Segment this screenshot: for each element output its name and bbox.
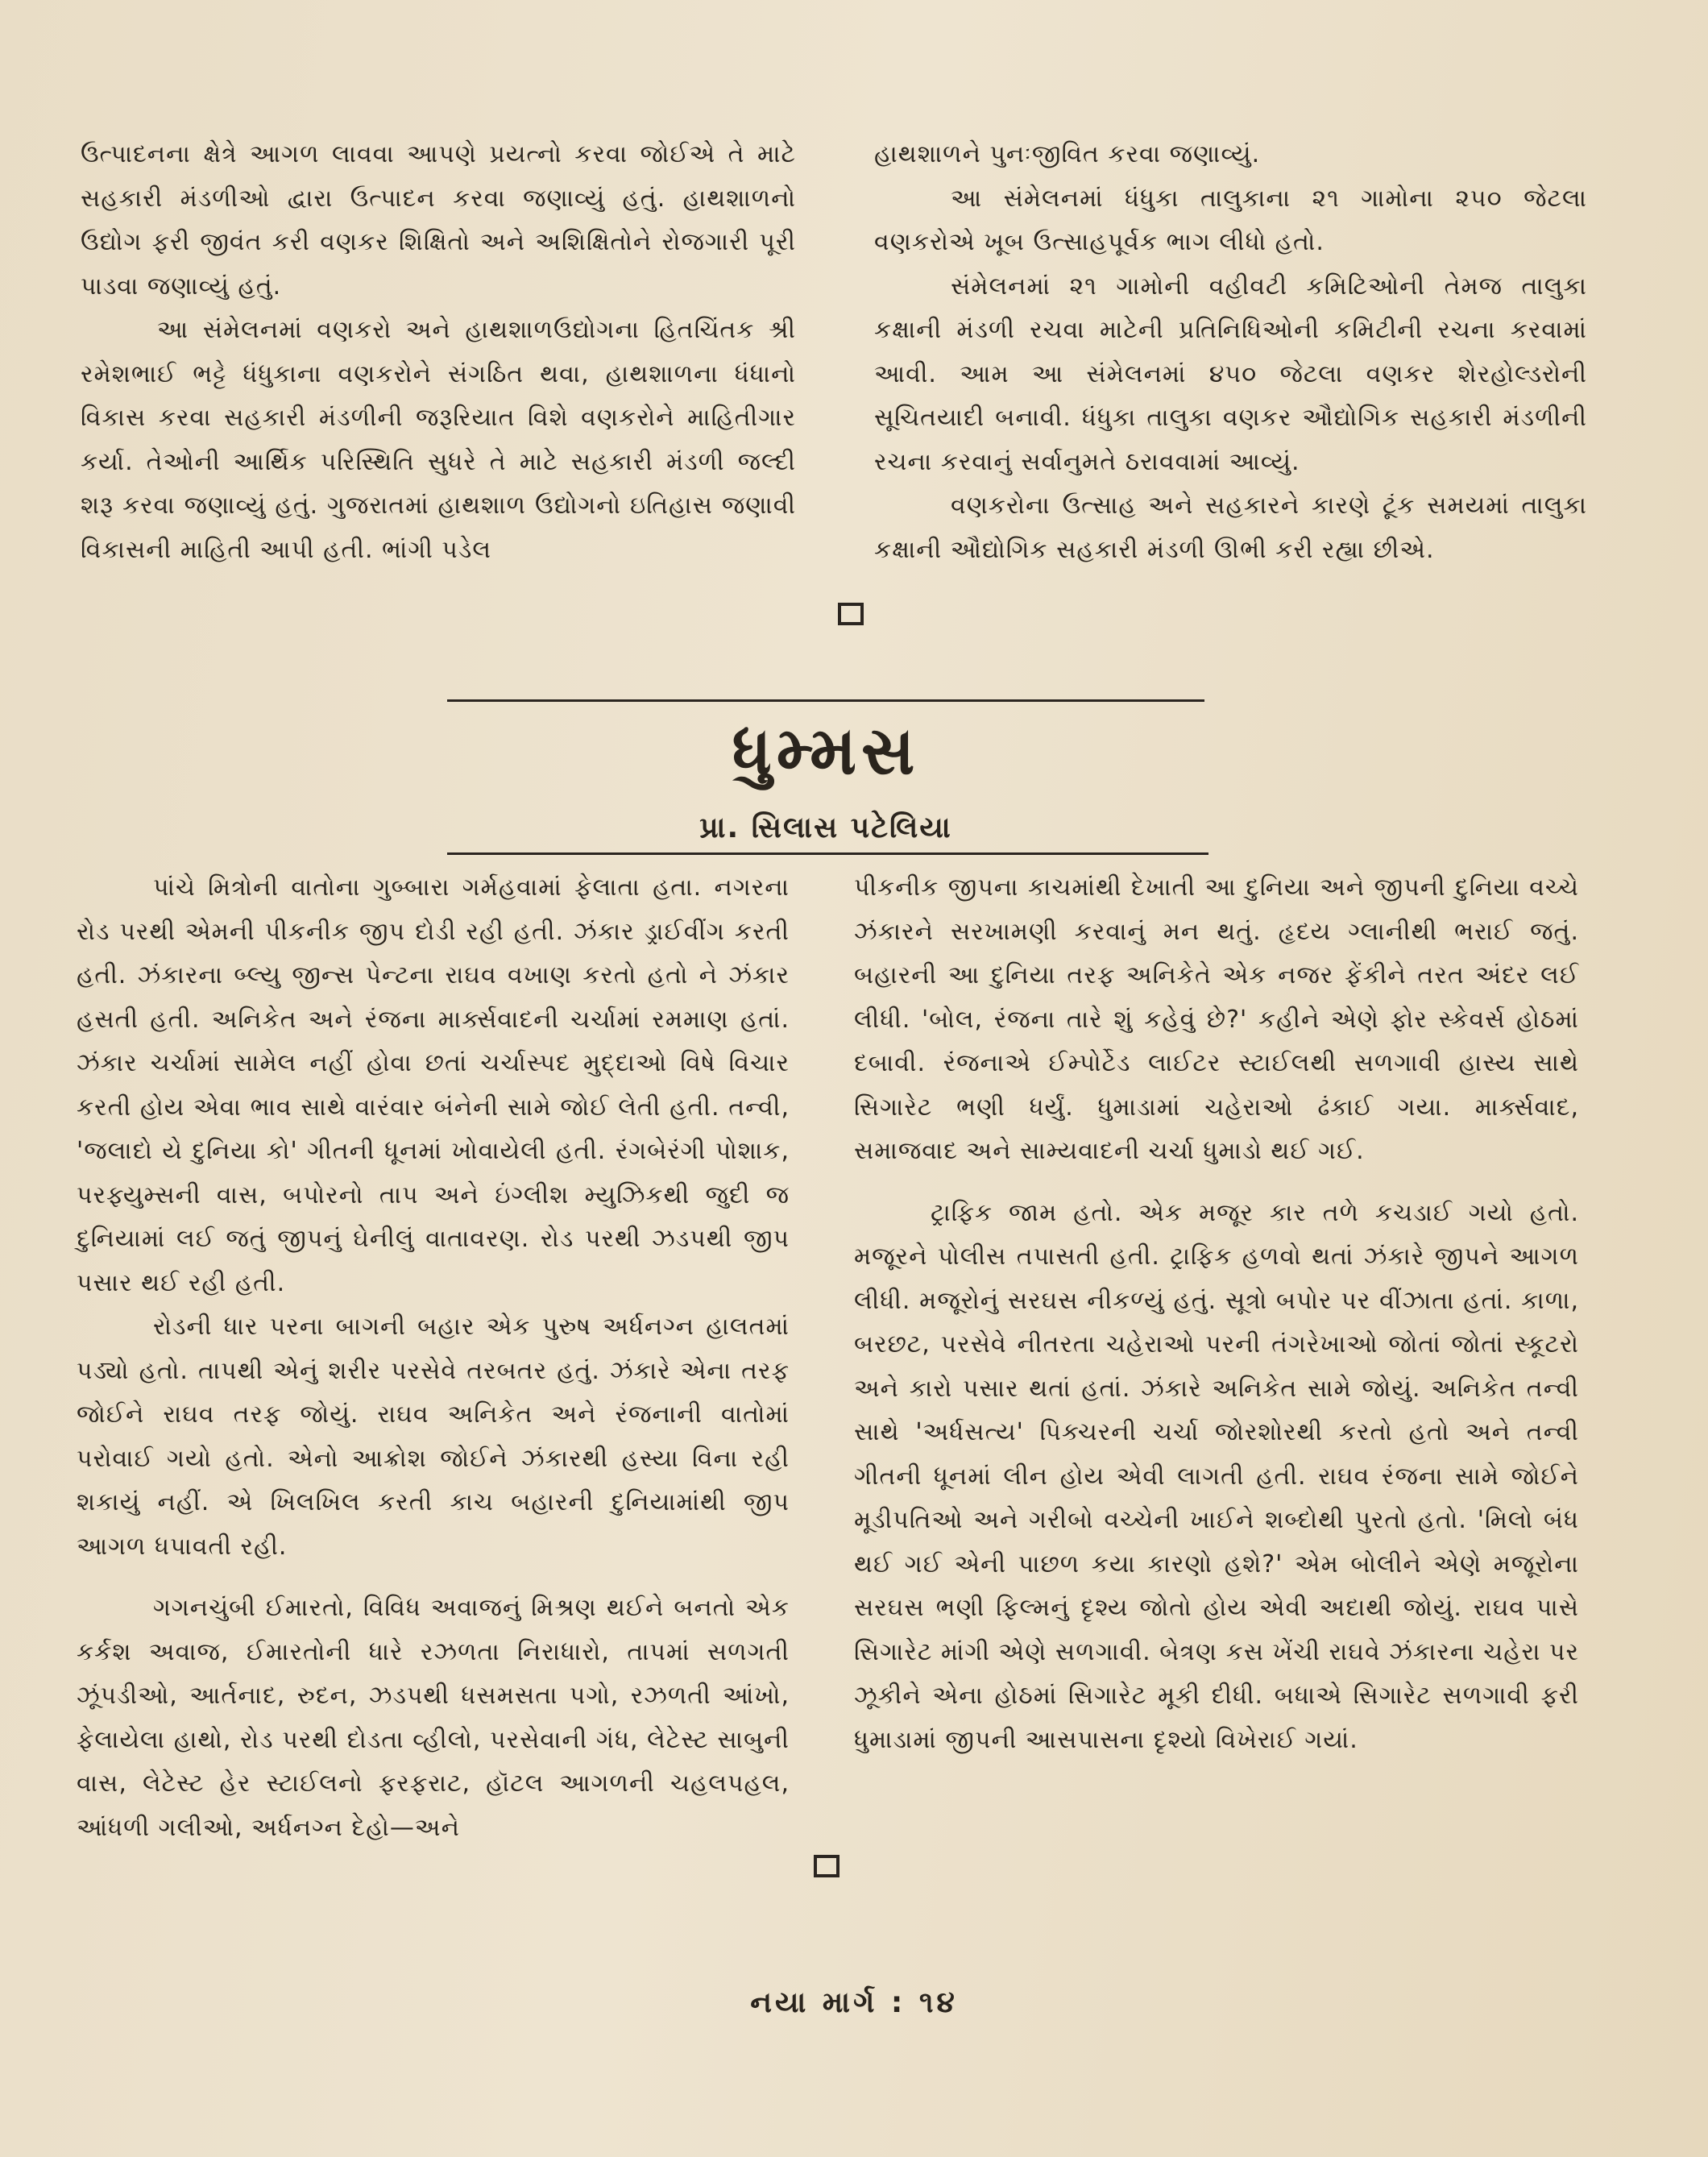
paragraph: ટ્રાફિક જામ હતો. એક મજૂર કાર તળે કચડાઈ ગયો હતો. મજૂરને પોલીસ તપાસતી હતી. ટ્રાફિક હળવો થતાં ઝંકારે જીપને આગળ લીધી. મજૂરોનું સરઘસ નીકળ્યું હતું. સૂત્રો બપોર પર વીંઝાતા હતાં. કાળા, બરછટ, પરસેવે નીતરતા ચહેરાઓ પરની તંગરેખાઓ જોતાં જોતાં સ્કૂટરો અને કારો પસાર થતાં હતાં. ઝંકારે અનિકેત સામે જોયું. અનિકેત તન્વી સાથે 'અર્ધસત્ય' પિક્ચરની ચર્ચા જોરશોરથી કરતો હતો અને તન્વી ગીતની ધૂનમાં લીન હોય એવી લાગતી હતી. રાઘવ રંજના સામે જોઈને મૂડીપતિઓ અને ગરીબો વચ્ચેની ખાઈને શબ્દોથી પુરતો હતો. 'મિલો બંધ થઈ ગઈ એની પાછળ કયા કારણો હશે?' એમ બોલીને એણે મજૂરોના સરઘસ ભણી ફિલ્મનું દૃશ્ય જોતો હોય એવી અદાથી જોયું. રાઘવ પાસે સિગારેટ માંગી એણે સળગાવી. બેત્રણ કસ ખેંચી રાઘવે ઝંકારના ચહેરા પર ઝૂકીને એના હોઠમાં સિગારેટ મૂકી દીધી. બધાએ સિગારેટ સળગાવી ફરી ધુમાડામાં જીપની આસપાસના દૃશ્યો વિખેરાઈ ગયાં.	[854, 1198, 1579, 1754]
paragraph: ઉત્પાદનના ક્ષેત્રે આગળ લાવવા આપણે પ્રયત્નો કરવા જોઈએ તે માટે સહકારી મંડળીઓ દ્વારા ઉત્પાદન કરવા જણાવ્યું હતું. હાથશાળનો ઉદ્યોગ ફરી જીવંત કરી વણકર શિક્ષિતો અને અશિક્ષિતોને રોજગારી પૂરી પાડવા જણાવ્યું હતું.	[81, 140, 796, 301]
story-author: પ્રા. સિલાસ પટેલિયા	[699, 811, 952, 844]
paragraph: સંમેલનમાં ૨૧ ગામોની વહીવટી કમિટિઓની તેમજ તાલુકા કક્ષાની મંડળી રચવા માટેની પ્રતિનિધિઓની કમિટીની રચના કરવામાં આવી. આમ આ સંમેલનમાં ૪૫૦ જેટલા વણકર શેરહોલ્ડરોની સૂચિતયાદી બનાવી. ધંધુકા તાલુકા વણકર ઔદ્યોગિક સહકારી મંડળીની રચના કરવાનું સર્વાનુમતે ઠરાવવામાં આવ્યું.	[874, 272, 1587, 476]
paragraph: આ સંમેલનમાં વણકરો અને હાથશાળઉદ્યોગના હિતચિંતક શ્રી રમેશભાઈ ભટ્ટે ધંધુકાના વણકરોને સંગઠિત થવા, હાથશાળના ધંધાનો વિકાસ કરવા સહકારી મંડળીની જરૂરિયાત વિશે વણકરોને માહિતીગાર કર્યા. તેઓની આર્થિક પરિસ્થિતિ સુધરે તે માટે સહકારી મંડળી જલ્દી શરૂ કરવા જણાવ્યું હતું. ગુજરાતમાં હાથશાળ ઉદ્યોગનો ઇતિહાસ જણાવી વિકાસની માહિતી આપી હતી. ભાંગી પડેલ	[81, 316, 796, 564]
story-title: ધુમ્મસ	[732, 713, 920, 790]
paragraph: પાંચે મિત્રોની વાતોના ગુબ્બારા ગર્મહવામાં ફેલાતા હતા. નગરના રોડ પરથી એમની પીકનીક જીપ દોડી રહી હતી. ઝંકાર ડ્રાઈવીંગ કરતી હતી. ઝંકારના બ્લ્યુ જીન્સ પેન્ટના રાઘવ વખાણ કરતો હતો ને ઝંકાર હસતી હતી. અનિકેત અને રંજના માર્ક્સવાદની ચર્ચામાં રમમાણ હતાં. ઝંકાર ચર્ચામાં સામેલ નહીં હોવા છતાં ચર્ચાસ્પદ મુદ્દાઓ વિષે વિચાર કરતી હોય એવા ભાવ સાથે વારંવાર બંનેની સામે જોઈ લેતી હતી. તન્વી, 'જલાદો યે દુનિયા કો' ગીતની ધૂનમાં ખોવાયેલી હતી. રંગબેરંગી પોશાક, પરફ્યુમ્સની વાસ, બપોરનો તાપ અને ઇંગ્લીશ મ્યુઝિકથી જુદી જ દુનિયામાં લઈ જતું જીપનું ઘેનીલું વાતાવરણ. રોડ પરથી ઝડપથી જીપ પસાર થઈ રહી હતી.	[77, 873, 790, 1297]
paragraph: વણકરોના ઉત્સાહ અને સહકારને કારણે ટૂંક સમયમાં તાલુકા કક્ષાની ઔદ્યોગિક સહકારી મંડળી ઊભી કરી રહ્યા છીએ.	[874, 492, 1587, 564]
paragraph: પીકનીક જીપના કાચમાંથી દેખાતી આ દુનિયા અને જીપની દુનિયા વચ્ચે ઝંકારને સરખામણી કરવાનું મન થતું. હૃદય ગ્લાનીથી ભરાઈ જતું. બહારની આ દુનિયા તરફ અનિકેતે એક નજર ફેંકીને તરત અંદર લઈ લીધી. 'બોલ, રંજના તારે શું કહેવું છે?' કહીને એણે ફોર સ્કેવર્સ હોઠમાં દબાવી. રંજનાએ ઈમ્પોર્ટેડ લાઈટર સ્ટાઈલથી સળગાવી હાસ્ય સાથે સિગારેટ ભણી ધર્યું. ધુમાડામાં ચહેરાઓ ઢંકાઈ ગયા. માર્ક્સવાદ, સમાજવાદ અને સામ્યવાદની ચર્ચા ધુમાડો થઈ ગઈ.	[854, 873, 1579, 1165]
title-rule-top	[447, 699, 1204, 702]
story-end-mark	[814, 1855, 839, 1877]
story-right-column	[854, 866, 1579, 1762]
top-article-right-column	[874, 133, 1587, 572]
title-rule-bottom	[447, 852, 1208, 855]
article-end-mark	[838, 603, 864, 625]
story-left-column	[77, 866, 790, 1850]
paragraph: ગગનચુંબી ઈમારતો, વિવિધ અવાજનું મિશ્રણ થઈને બનતો એક કર્કશ અવાજ, ઈમારતોની ધારે રઝળતા નિરાધારો, તાપમાં સળગતી ઝૂંપડીઓ, આર્તનાદ, રુદન, ઝડપથી ધસમસતા પગો, રઝળતી આંખો, ફેલાયેલા હાથો, રોડ પરથી દોડતા વ્હીલો, પરસેવાની ગંધ, લેટેસ્ટ સાબુની વાસ, લેટેસ્ટ હેર સ્ટાઈલનો ફરફરાટ, હૉટલ આગળની ચહલપહલ, આંધળી ગલીઓ, અર્ધનગ્ન દેહો—અને	[77, 1594, 790, 1842]
top-article-left-column	[81, 133, 796, 572]
paragraph: હાથશાળને પુનઃજીવિત કરવા જણાવ્યું.	[874, 140, 1261, 168]
paragraph: રોડની ધાર પરના બાગની બહાર એક પુરુષ અર્ધનગ્ન હાલતમાં પડ્યો હતો. તાપથી એનું શરીર પરસેવે તરબતર હતું. ઝંકારે એના તરફ જોઈને રાઘવ તરફ જોયું. રાઘવ અનિકેત અને રંજનાની વાતોમાં પરોવાઈ ગયો હતો. એનો આક્રોશ જોઈને ઝંકારથી હસ્યા વિના રહી શકાયું નહીં. એ ખિલખિલ કરતી કાચ બહારની દુનિયામાંથી જીપ આગળ ધપાવતી રહી.	[77, 1313, 790, 1561]
page-footer: નયા માર્ગ : ૧૪	[750, 1986, 958, 2019]
paragraph: આ સંમેલનમાં ધંધુકા તાલુકાના ૨૧ ગામોના ૨૫૦ જેટલા વણકરોએ ખૂબ ઉત્સાહપૂર્વક ભાગ લીધો હતો.	[874, 184, 1587, 256]
